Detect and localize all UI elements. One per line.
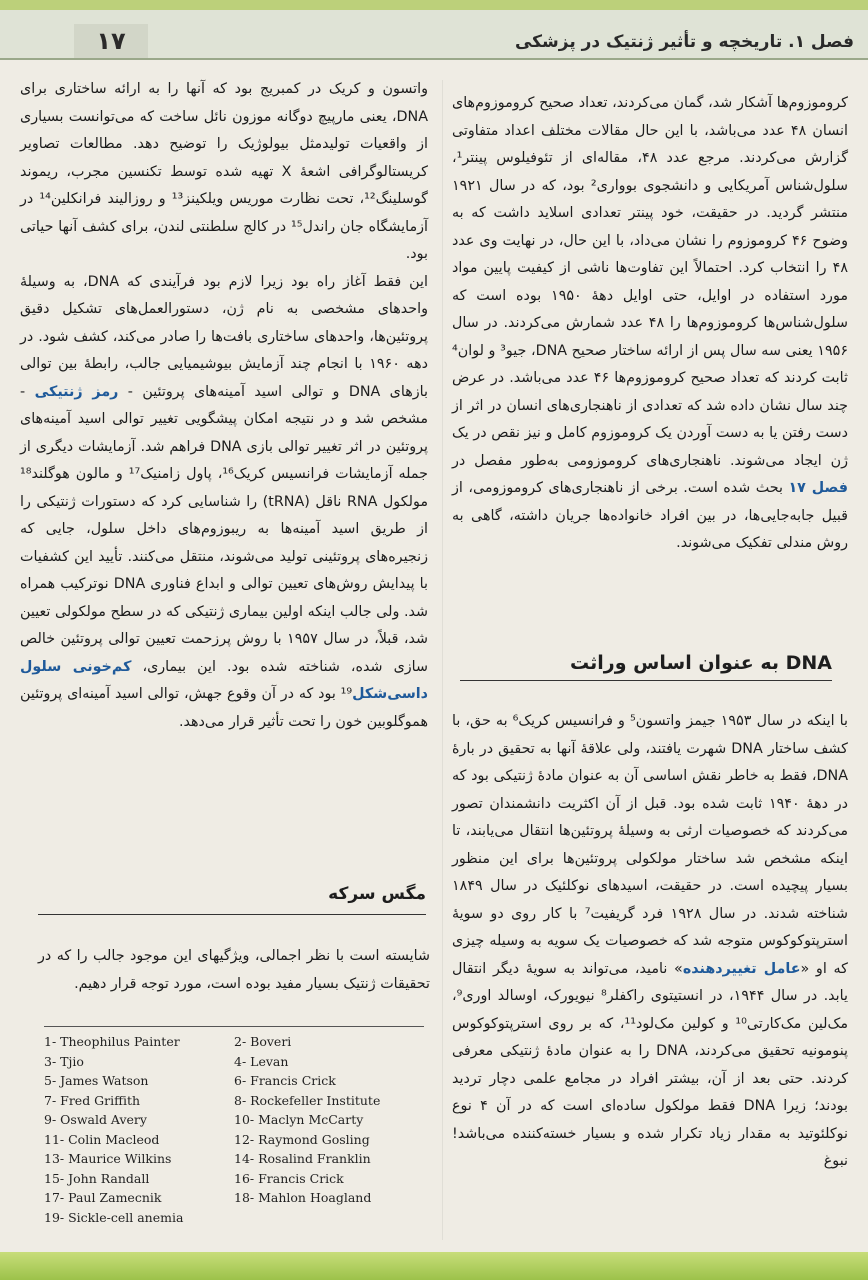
paragraph: واتسون و کریک در کمبریج بود که آنها را به ارائه ساختاری برای DNA، یعنی مارپیچ دوگانه موزون نائل ساخت که می‌توانست بسیاری از واقعیات تولیدمثل بیولوژیک را توضیح دهد. مطالعات تصاویر کریستالوگرافی اشعهٔ X تهیه شده توسط تکنسین مجرب، ریموند گوسلینگ¹²، تحت نظارت موریس ویلکینز¹³ و روزالیند فرانکلین¹⁴ در آزمایشگاه جان راندل¹⁵ در کالج سلطنتی لندن، برای کشف آنها حیاتی بود. — [20, 81, 428, 262]
bottom-color-band — [0, 1252, 868, 1280]
footnote: 4- Levan — [234, 1053, 289, 1069]
key-term: عامل تغییردهنده — [682, 960, 801, 977]
footnote: 14- Rosalind Franklin — [234, 1151, 371, 1166]
section-heading: DNA به عنوان اساس وراثت — [460, 652, 832, 681]
text-run: با اینکه در سال ۱۹۵۳ جیمز واتسون⁵ و فرانسیس کریک⁶ به حق، با کشف ساختار DNA شهرت یافتند، ولی علاقهٔ آنها به تحقیق در بارهٔ DNA، فقط به خاطر نقش اساسی آن به عنوان مادهٔ ژنتیکی بود که در دههٔ ۱۹۴۰ ثابت شده بود. قبل از آن اکثریت دانشمندان تصور می‌کردند که خصوصیات ارثی به وسیلهٔ پروتئین‌ها انتقال می‌یابند، تا اینکه مشخص شد ساختار مولکولی پروتئین‌ها برای این منظور بسیار پیچیده است. در حقیقت، اسیدهای نوکلئیک در سال ۱۸۴۹ شناخته شدند. در سال ۱۹۲۸ فرد گریفیت⁷ با کار روی دو سویهٔ استرپتوکوکوس متوجه شد که خصوصیات یک سویه به وسیله چیزی که او « — [452, 713, 849, 977]
paragraph — [452, 708, 848, 1176]
footnote: 8- Rockefeller Institute — [234, 1092, 381, 1108]
footnote: 19- Sickle-cell anemia — [44, 1209, 184, 1225]
footnote: 5- James Watson — [44, 1073, 149, 1088]
text-run: ¹⁹ بود که در آن وقوع جهش، توالی اسید آمینه‌ای پروتئین هموگلوبین خون را تحت تأثیر قرار می‌دهد. — [20, 686, 428, 730]
footnote: 16- Francis Crick — [234, 1170, 344, 1186]
footnote: 10- Maclyn McCarty — [234, 1112, 364, 1127]
top-color-band — [0, 0, 868, 10]
footnote: 17- Paul Zamecnik — [44, 1190, 162, 1205]
footnote: 13- Maurice Wilkins — [44, 1151, 172, 1166]
footnote: 6- Francis Crick — [234, 1073, 336, 1088]
paragraph — [20, 269, 428, 737]
key-term: کم‌خونی سلول داسی‌شکل — [20, 658, 428, 702]
box-heading: مگس سرکه — [38, 884, 426, 915]
page-number: ۱۷ — [74, 24, 148, 58]
text-run: کروموزوم‌ها آشکار شد، گمان می‌کردند، تعداد صحیح کروموزوم‌های انسان ۴۸ عدد می‌باشد، با این حال مقالات مختلف اعداد متفاوتی گزارش می‌کردند. مرجع عدد ۴۸، مقاله‌ای از تئوفیلوس پینتر¹، سلول‌شناس آمریکایی و دانشجوی بوواری² بود، که در سال ۱۹۲۱ منتشر گردید. در حقیقت، خود پینتر تعدادی اسلاید داشت که به وضوح ۴۶ کروموزوم را نشان می‌داد، با این حال، در نهایت وی عدد ۴۸ را انتخاب کرد. احتمالاً این تفاوت‌ها ناشی از کیفیت پایین مواد مورد استفاده در اوایل، حتی اوایل دههٔ ۱۹۵۰ بوده است که سلول‌شناس‌ها کروموزوم‌ها را ۴۸ عدد شمارش می‌کردند. در سال ۱۹۵۶ یعنی سه سال پس از ارائه ساختار صحیح DNA، جیو³ و لوان⁴ ثابت کردند که تعداد صحیح کروموزوم‌ها ۴۶ عدد می‌باشد. در عرض چند سال نشان داده شد که تعدادی از ناهنجاری‌های انسان در اثر از دست رفتن یا به دست آوردن یک کروموزوم کامل و نیز نقص در یک ژن ایجاد می‌شوند. ناهنجاری‌های کروموزومی به‌طور مفصل در — [452, 95, 849, 469]
text-run: بحث شده است. برخی از ناهنجاری‌های کروموزومی، از قبیل جابه‌جایی‌ها، در بین افراد خانواده‌ها جریان داشته، گاهی به روش مندلی تفکیک می‌شوند. — [452, 480, 848, 551]
footnote: 9- Oswald Avery — [44, 1112, 147, 1127]
text-run: این فقط آغاز راه بود زیرا لازم بود فرآیندی که DNA، به وسیلهٔ واحدهای مشخصی به نام ژن، دستورالعمل‌های تشکیل دقیق پروتئین‌ها، واحدهای ساختاری بافت‌ها را صادر می‌کند، کشف شود. در دهه ۱۹۶۰ با انجام چند آزمایش بیوشیمیایی جالب، رابطهٔ بین توالی بازهای DNA و توالی اسید آمینه‌های پروتئین - — [20, 273, 429, 400]
left-column-text — [20, 76, 428, 736]
page-header — [0, 10, 868, 60]
chapter-title: فصل ۱. تاریخچه و تأثیر ژنتیک در پزشکی — [514, 32, 854, 52]
box-text: شایسته است با نظر اجمالی، ویژگیهای این موجود جالب را که در تحقیقات ژنتیک بسیار مفید بوده است، مورد توجه قرار دهیم. — [38, 948, 430, 992]
footnote: 7- Fred Griffith — [44, 1092, 141, 1108]
footnote-grid — [44, 1033, 424, 1226]
footnote: 18- Mahlon Hoagland — [234, 1190, 372, 1205]
footnote: 1- Theophilus Painter — [44, 1034, 180, 1049]
text-run: - مشخص شد و در نتیجه امکان پیشگویی تغییر توالی اسید آمینه‌های پروتئین در اثر تغییر توالی بازی DNA فراهم شد. آزمایشات دیگری از جمله آزمایشات فرانسیس کریک¹⁶، پاول زامنیک¹⁷ و مالون هوگلند¹⁸ مولکول RNA ناقل (tRNA) را شناسایی کرد که دستورات ژنتیکی را از طریق اسید آمینه‌ها به ریبوزوم‌های داخل سلول، جایی که زنجیره‌های پروتئینی تولید می‌شوند، منتقل می‌کنند. تأیید این کشفیات با پیدایش روش‌های تعیین توالی و ابداع فناوری DNA نوترکیب همراه شد. ولی جالب اینکه اولین بیماری ژنتیکی که در سطح مولکولی تعیین شد، قبلاً، در سال ۱۹۵۷ با روش پرزحمت تعیین توالی پروتئین خالص سازی شده، شناخته شده بود. این بیماری، — [20, 383, 428, 675]
footnote: 3- Tjio — [44, 1053, 84, 1069]
chapter-link[interactable]: فصل ۱۷ — [788, 480, 848, 496]
column-gutter — [442, 80, 443, 1240]
footnote: 11- Colin Macleod — [44, 1131, 160, 1147]
footnote: 12- Raymond Gosling — [234, 1131, 370, 1147]
paragraph — [452, 90, 848, 558]
footnote: 2- Boveri — [234, 1034, 292, 1049]
key-term: رمز ژنتیکی — [34, 383, 119, 400]
right-column-text — [452, 90, 848, 558]
footnote: 15- John Randall — [44, 1170, 150, 1186]
text-run: » نامید، می‌تواند به سویهٔ دیگر انتقال یابد. در سال ۱۹۴۴، در انستیتوی راکفلر⁸ نیویورک، اوسالد اوری⁹، مک‌لین مک‌کارتی¹⁰ و کولین مک‌لود¹¹، که بر روی استرپتوکوکوس پنومونیه تحقیق می‌کردند، DNA را به عنوان مادهٔ ژنتیکی معرفی کردند. حتی بعد از آن، بیشتر افراد در مجامع علمی دچار تردید بودند؛ زیرا DNA فقط مولکول ساده‌ای است که در آن ۴ نوع نوکلئوتید به مقدار زیاد تکرار شده و بسیار خسته‌کننده می‌باشد! نبوغ — [452, 960, 848, 1169]
right-column-text-2 — [452, 708, 848, 1176]
footnotes — [44, 1026, 424, 1226]
